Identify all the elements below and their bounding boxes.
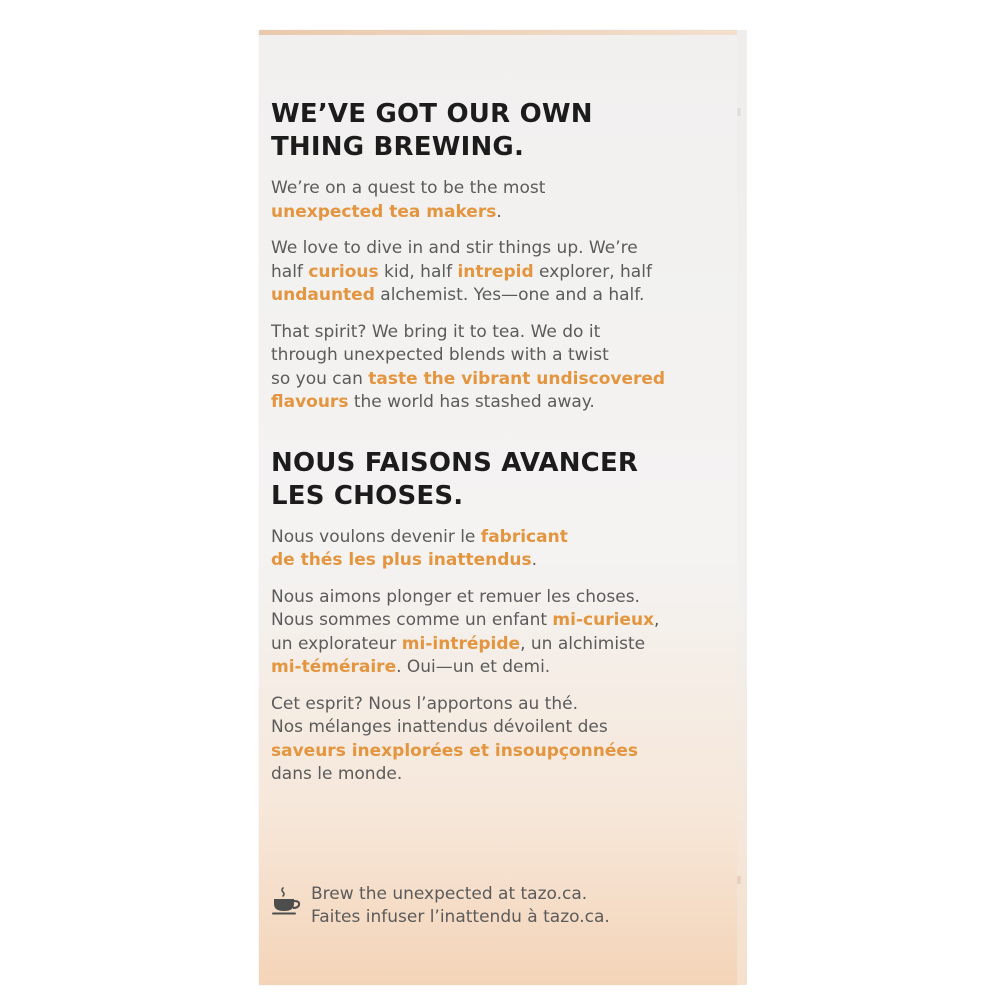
box-top-edge xyxy=(259,30,737,35)
footer-website xyxy=(271,883,731,929)
highlight-text: undaunted xyxy=(271,285,375,305)
highlight-text: mi-curieux xyxy=(552,610,655,630)
english-section xyxy=(271,98,721,415)
flap-notch xyxy=(737,108,741,116)
french-paragraph-1: Nous voulons devenir le fabricant de thés les plus inattendus. xyxy=(271,526,568,570)
english-paragraph-1: We’re on a quest to be the most unexpected tea makers. xyxy=(271,178,546,222)
highlight-text: mi-téméraire xyxy=(271,657,397,677)
box-side-flap xyxy=(737,30,747,985)
highlight-text: taste the vibrant undiscovered flavours xyxy=(271,368,666,412)
highlight-text: curious xyxy=(308,261,379,282)
flap-notch xyxy=(737,876,741,884)
teacup-icon xyxy=(271,885,303,917)
highlight-text: unexpected tea makers xyxy=(271,201,497,222)
english-paragraph-3: That spirit? We bring it to tea. We do it through unexpected blends with a twist so you can taste the vibrant undiscovered flavours the world has stashed away. xyxy=(271,321,666,412)
french-paragraph-2: Nous aimons plonger et remuer les choses. Nous sommes comme un enfant mi-curieux, un explorateur mi-intrépide, un alchimiste mi-téméraire. Oui—un et demi. xyxy=(271,586,660,677)
french-heading: NOUS FAISONS AVANCER LES CHOSES. xyxy=(271,447,639,511)
french-paragraph-3: Cet esprit? Nous l’apportons au thé. Nos mélanges inattendus dévoilent des saveurs inexplorées et insoupçonnées dans le monde. xyxy=(271,693,639,784)
panel-copy xyxy=(271,98,721,787)
highlight-text: fabricant de thés les plus inattendus xyxy=(271,526,568,570)
english-paragraph-2: We love to dive in and stir things up. We’re half curious kid, half intrepid explorer, half undaunted alchemist. Yes—one and a half. xyxy=(271,238,652,305)
footer-english-url[interactable]: Brew the unexpected at tazo.ca. xyxy=(311,884,588,904)
highlight-text: intrepid xyxy=(457,261,534,282)
highlight-text: saveurs inexplorées et insoupçonnées xyxy=(271,740,639,761)
footer-french-url[interactable]: Faites infuser l’inattendu à tazo.ca. xyxy=(311,907,610,927)
english-heading: WE’VE GOT OUR OWN THING BREWING. xyxy=(271,99,593,162)
highlight-text: mi-intrépide xyxy=(401,633,521,654)
french-section xyxy=(271,447,721,787)
